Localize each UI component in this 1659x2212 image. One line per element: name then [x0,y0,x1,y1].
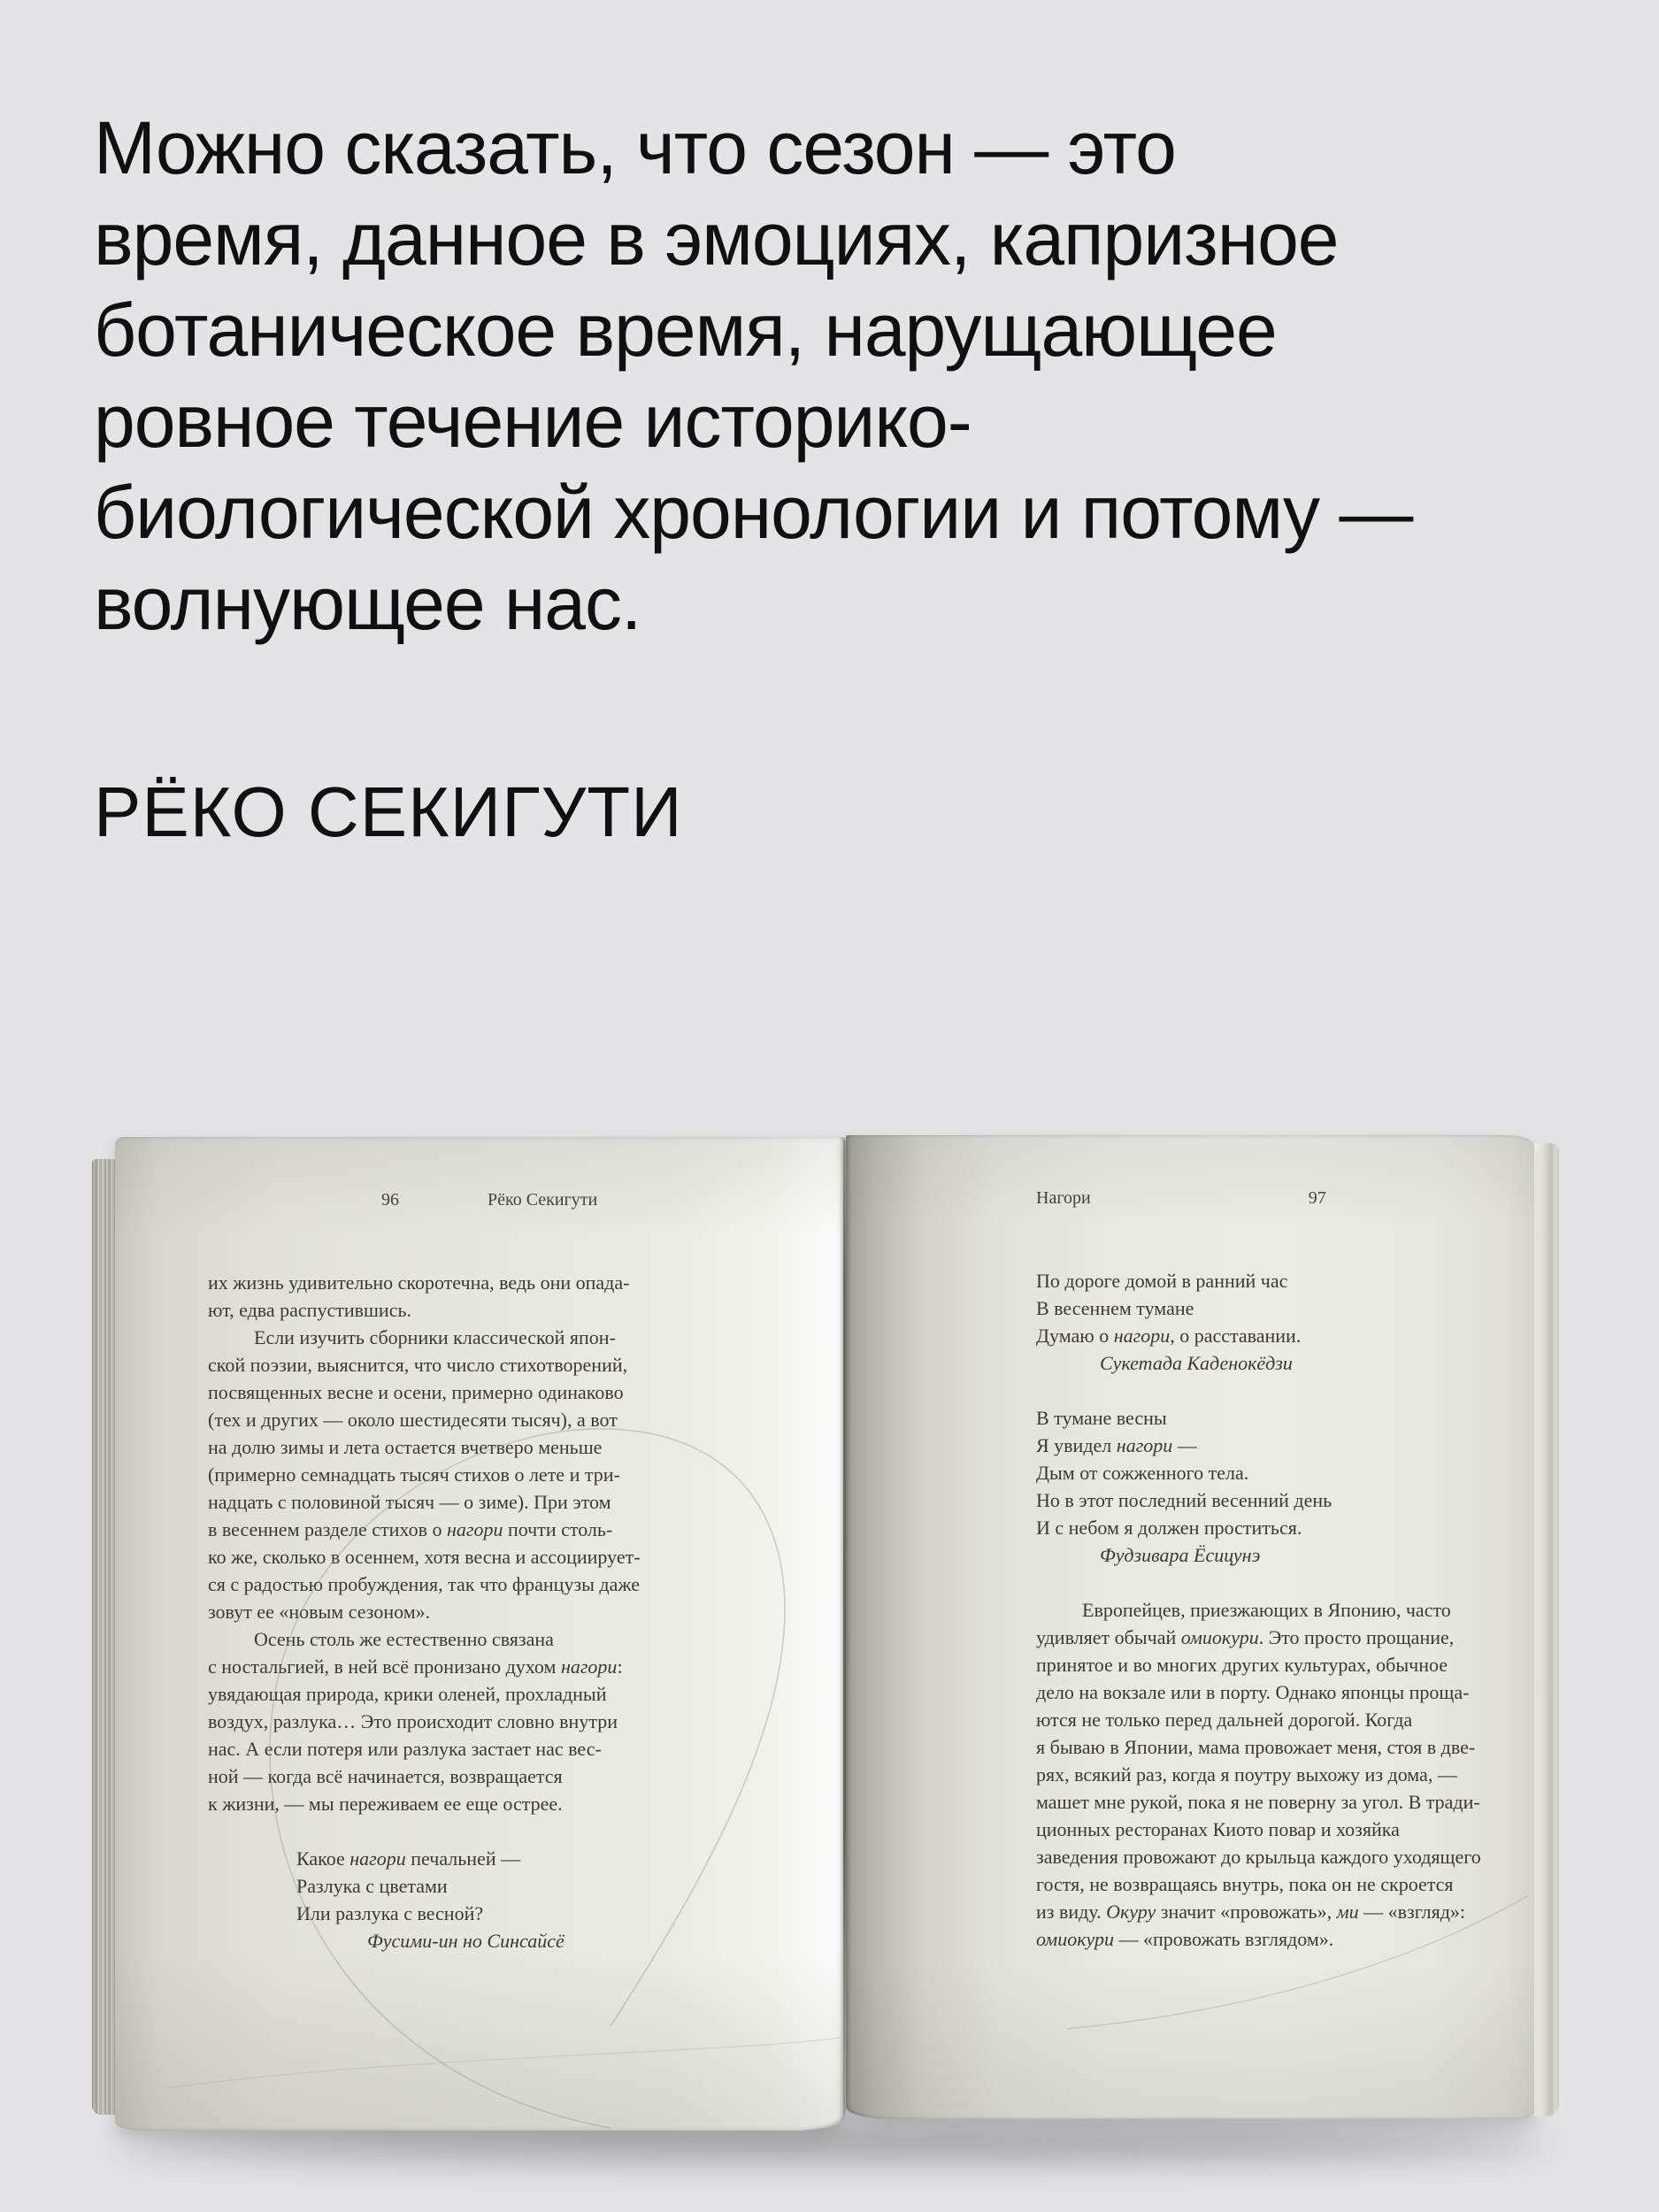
text-line: ются не только перед дальней дорогой. Когда [1036,1709,1413,1731]
text-line: ют, едва распустившись. [208,1299,411,1321]
text-line: принятое и во многих других культурах, обычное [1036,1654,1448,1676]
book-page-left [115,1137,845,2131]
text-line: ся с радостью пробуждения, так что французы даже [208,1573,641,1595]
text-line: из виду. Окуру значит «провожать», ми — «взгляд»: [1036,1901,1466,1923]
text-line: В тумане весны [1036,1407,1167,1429]
page-body-left [208,1269,757,1955]
text-line: Или разлука с весной? [296,1902,484,1924]
text-line: Разлука с цветами [296,1875,448,1897]
text-line: Фудзивара Ёсицунэ [1100,1544,1261,1566]
text-line: Но в этот последний весенний день [1036,1489,1333,1511]
page-number-right: 97 [1308,1188,1326,1208]
text-line: Какое нагори печальней — [296,1847,521,1870]
text-line: ской поэзии, выяснится, что число стихотворений, [208,1354,628,1376]
text-line [1036,1377,1532,1404]
text-line: В весеннем тумане [1036,1297,1194,1319]
book-page-right [846,1135,1534,2119]
text-line: на долю зимы и лета остается вчетверо меньше [208,1436,603,1458]
quote-line: время, данное в эмоциях, капризное [94,197,1339,280]
book-photo [92,1133,1566,2163]
text-line: Дым от сожженного тела. [1036,1462,1249,1484]
text-line: рях, всякий раз, когда я поутру выхожу из дома, — [1036,1763,1457,1786]
quote-line: ровное течение историко- [94,380,972,463]
text-line: омиокури — «провожать взглядом». [1036,1928,1334,1950]
text-line: ко же, сколько в осеннем, хотя весна и ассоциирует- [208,1546,641,1568]
quote-line: биологической хронологии и потому — [94,471,1413,554]
text-line: посвященных весне и осени, примерно одинаково [208,1381,624,1403]
text-line [208,1817,757,1845]
text-line: ной — когда всё начинается, возвращается [208,1765,563,1787]
text-line: ционных ресторанах Киото повар и хозяйка [1036,1818,1400,1840]
page-header-right [1036,1188,1532,1209]
text-line: заведения провожают до крыльца каждого уходящего [1036,1846,1481,1868]
running-head-right: Нагори [1036,1188,1091,1208]
text-line: И с небом я должен проститься. [1036,1517,1302,1539]
text-line: (тех и других — около шестидесяти тысяч), а вот [208,1409,618,1431]
text-line: Если изучить сборники классической япон- [254,1326,616,1348]
quote-line: ботаническое время, нарущающее [94,288,1277,372]
quote-line: Можно сказать, что сезон — это [94,106,1176,189]
running-head-left: Рёко Секигути [488,1190,598,1210]
text-line: увядающая природа, крики оленей, прохладный [208,1683,607,1705]
book-page-stack-right [1534,1143,1559,2116]
text-line: (примерно семнадцать тысяч стихов о лете и три- [208,1463,620,1486]
text-line: Осень столь же естественно связана [254,1628,554,1650]
text-line: машет мне рукой, пока я не поверну за угол. В тради- [1036,1791,1480,1813]
text-line: их жизнь удивительно скоротечна, ведь они опада- [208,1271,630,1294]
page-body-right [1036,1267,1532,1953]
text-line: я бываю в Японии, мама провожает меня, стоя в две- [1036,1736,1476,1758]
text-line: дело на вокзале или в порту. Однако японцы проща- [1036,1681,1470,1703]
text-line: Фусими-ин но Синсайсё [367,1930,565,1952]
page-header-left [208,1190,757,1210]
text-line: надцать с половиной тысяч — о зиме). При этом [208,1491,611,1513]
book-page-stack-left [92,1159,116,2115]
text-line: Я увидел нагори — [1036,1434,1197,1456]
text-line: к жизни, — мы переживаем ее еще острее. [208,1793,563,1815]
text-line: зовут ее «новым сезоном». [208,1601,431,1623]
text-line: Сукетада Каденокёдзи [1100,1352,1293,1374]
quote-line: волнующее нас. [94,562,641,645]
text-line: По дороге домой в ранний час [1036,1270,1288,1292]
text-line: воздух, разлука… Это происходит словно внутри [208,1710,618,1732]
author-name: РЁКО СЕКИГУТИ [94,772,683,851]
text-line: удивляет обычай омиокури. Это просто прощание, [1036,1626,1455,1648]
text-line: нас. А если потеря или разлука застает нас вес- [208,1738,602,1760]
text-line: Думаю о нагори, о расставании. [1036,1325,1302,1347]
text-line: гостя, не возвращаясь внутрь, пока он не скроется [1036,1873,1454,1895]
page-number-left: 96 [381,1190,399,1210]
text-line [1036,1569,1532,1596]
text-line: с ностальгией, в ней всё пронизано духом нагори: [208,1655,623,1678]
text-line: Европейцев, приезжающих в Японию, часто [1082,1599,1451,1621]
book-gutter-crease [843,1140,846,2113]
pull-quote [94,103,1412,649]
text-line: в весеннем разделе стихов о нагори почти столь- [208,1518,613,1540]
